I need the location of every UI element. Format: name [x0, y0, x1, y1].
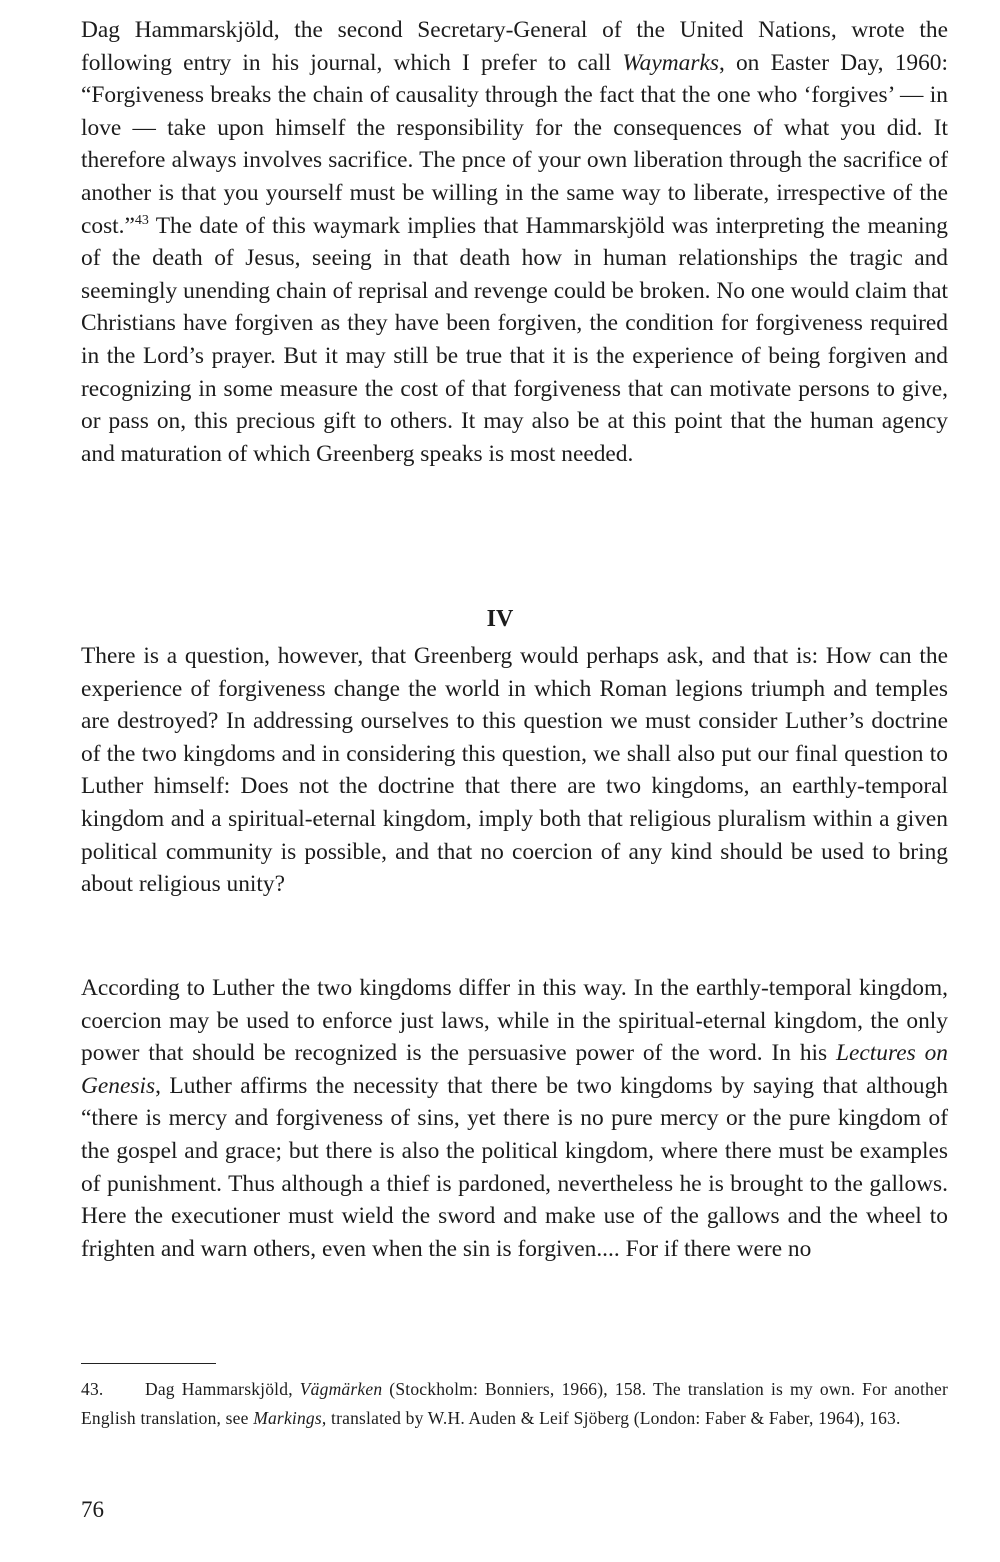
- italic-title-vagmarken: Vägmärken: [299, 1379, 383, 1399]
- body-paragraph-1: [81, 14, 948, 470]
- footnote-divider: [81, 1363, 216, 1364]
- body-paragraph-3: [81, 972, 948, 1265]
- italic-title-lectures-on-genesis: Lectures on Genesis: [81, 1040, 948, 1099]
- italic-title-markings: Markings: [253, 1407, 322, 1428]
- text-run: , on Easter Day, 1960: “Forgiveness breaks the chain of causality through the fact that the one who ‘forgives’ — in love — take upon himself the responsibility for the consequences of what you did. It therefore always involves sacrifice. The pnce of your own liberation through the sacrifice of another is that you yourself must be willing in the same way to liberate, irrespective of the cost.”: [81, 49, 948, 239]
- italic-title-waymarks: Waymarks: [622, 49, 719, 76]
- footnote-reference[interactable]: 43: [134, 212, 149, 228]
- text-run: Dag Hammarskjöld,: [145, 1379, 300, 1399]
- footnote-43: [81, 1375, 948, 1432]
- body-paragraph-2: There is a question, however, that Greenberg would perhaps ask, and that is: How can the experience of forgiveness change the world in which Roman legions triumph and temples are destroyed? In addressing ourselves to this question we must consider Luther’s doctrine of the two kingdoms and in considering this question, we shall also put our final question to Luther himself: Does not the doctrine that there are two kingdoms, an earthly-temporal kingdom and a spiritual-eternal kingdom, imply both that religious pluralism within a given political community is possible, and that no coercion of any kind should be used to bring about religious unity?: [81, 643, 948, 898]
- text-run: According to Luther the two kingdoms differ in this way. In the earthly-temporal kingdom, coercion may be used to enforce just laws, while in the spiritual-eternal kingdom, the only power that should be recognized is the persuasive power of the word. In his: [81, 975, 948, 1067]
- text-run: Dag Hammarskjöld, the second Secretary-General of the United Nations, wrote the following entry in his journal, which I prefer to call: [81, 17, 948, 76]
- section-heading: IV: [486, 606, 514, 632]
- text-run: (Stockholm: Bonniers, 1966), 158. The translation is my own. For another English translation, see: [81, 1379, 948, 1428]
- text-run: The date of this waymark implies that Hammarskjöld was interpreting the meaning of the death of Jesus, seeing in that death how in human relationships the tragic and seemingly unending chain of reprisal and revenge could be broken. No one would claim that Christians have forgiven as they have been forgiven, the condition for forgiveness required in the Lord’s prayer. But it may still be true that it is the experience of being forgiven and recognizing in some measure the cost of that forgiveness that can motivate persons to give, or pass on, this precious gift to others. It may also be at this point that the human agency and maturation of which Greenberg speaks is most needed.: [81, 212, 948, 467]
- footnote-number: 43.: [81, 1379, 104, 1399]
- text-run: , Luther affirms the necessity that there be two kingdoms by saying that although “there is mercy and forgiveness of sins, yet there is no pure mercy or the pure kingdom of the gospel and grace; but there is also the political kingdom, where there must be examples of punishment. Thus although a thief is pardoned, nevertheless he is brought to the gallows. Here the executioner must wield the sword and make use of the gallows and the wheel to frighten and warn others, even when the sin is forgiven.... For if there were no: [81, 1072, 948, 1262]
- text-run: , translated by W.H. Auden & Leif Sjöberg (London: Faber & Faber, 1964), 163.: [321, 1407, 901, 1428]
- page-number: 76: [81, 1497, 104, 1522]
